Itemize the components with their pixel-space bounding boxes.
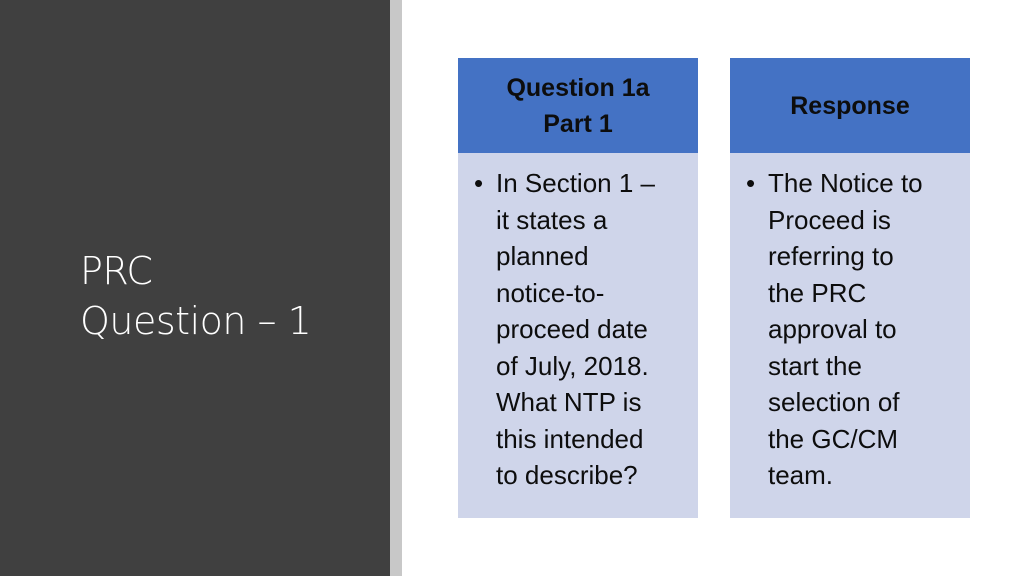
question-body	[458, 153, 698, 494]
question-line: planned	[496, 241, 589, 271]
slide-title-line-1: PRC	[80, 249, 153, 293]
bullet-icon: •	[474, 168, 484, 198]
question-line: What NTP is	[496, 387, 642, 417]
question-line: of July, 2018.	[496, 350, 649, 381]
question-column	[458, 58, 698, 518]
response-line: The Notice to	[768, 168, 923, 198]
question-header	[458, 58, 698, 153]
slide-title-line-2: Question – 1	[80, 299, 312, 343]
response-header	[730, 58, 970, 153]
response-line: the PRC	[768, 277, 867, 308]
response-column	[730, 58, 970, 518]
response-line: referring to	[768, 241, 894, 271]
response-header-label: Response	[790, 91, 910, 120]
question-header-line-2: Part 1	[543, 109, 613, 138]
response-line: start the	[768, 350, 862, 381]
slide-title	[80, 246, 380, 346]
question-line: this intended	[496, 423, 644, 454]
response-line: Proceed is	[768, 204, 891, 235]
question-header-line-1: Question 1a	[506, 73, 650, 102]
question-line: it states a	[496, 204, 608, 235]
response-body	[730, 153, 970, 494]
panel-divider	[390, 0, 402, 576]
bullet-icon: •	[746, 168, 756, 198]
question-line: In Section 1 –	[496, 168, 655, 198]
response-line: team.	[768, 460, 834, 490]
response-line: the GC/CM	[768, 423, 899, 454]
question-line: proceed date	[496, 314, 648, 344]
question-line: notice-to-	[496, 277, 605, 308]
response-line: approval to	[768, 314, 897, 344]
response-line: selection of	[768, 387, 900, 417]
question-line: to describe?	[496, 460, 638, 490]
